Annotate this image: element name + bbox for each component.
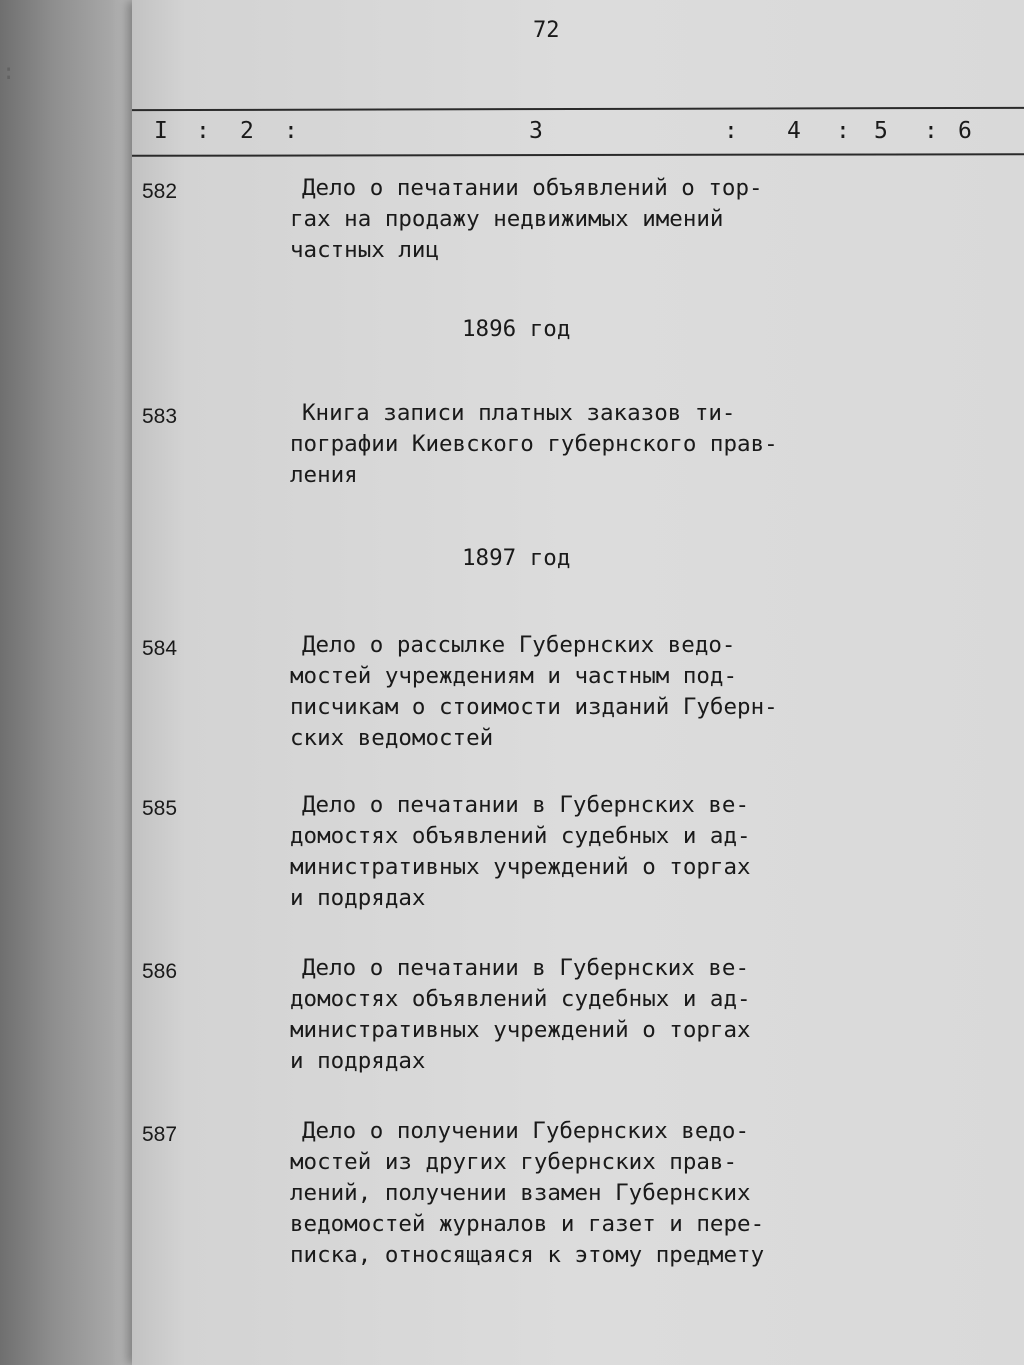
facing-page-edge: : [2, 60, 16, 85]
column-separator: : [724, 118, 738, 144]
record-line: и подрядах [290, 885, 426, 911]
record-line: министративных учреждений о торгах [290, 854, 751, 880]
column-header-4: 4 [787, 118, 801, 144]
record-line: ведомостей журналов и газет и пере- [290, 1211, 765, 1237]
record-description [290, 398, 778, 491]
record-description [290, 1116, 770, 1271]
record-number: 583 [142, 405, 178, 428]
record-line: гах на продажу недвижимых имений [290, 206, 724, 232]
record-line: министративных учреждений о торгах [290, 1017, 751, 1043]
record-description [290, 630, 778, 754]
record-line: домостях объявлений судебных и ад- [290, 823, 751, 849]
record-line: Дело о печатании в Губернских ве- [302, 792, 750, 818]
record-line: писчикам о стоимости изданий Губерн- [290, 694, 778, 720]
record-line: Дело о печатании в Губернских ве- [302, 955, 750, 981]
record-line: и подрядах [290, 1048, 426, 1074]
column-header-5: 5 [874, 118, 888, 144]
column-header-2: 2 [240, 118, 254, 144]
record-line: ления [290, 462, 358, 488]
record-number: 587 [142, 1123, 178, 1146]
record-description [290, 953, 770, 1077]
header-top-rule [132, 107, 1024, 111]
record-line: лений, получении взамен Губернских [290, 1180, 751, 1206]
year-heading: 1897 год [462, 545, 571, 571]
record-line: частных лиц [290, 237, 440, 263]
header-bottom-rule [132, 153, 1024, 157]
record-number: 586 [142, 960, 178, 983]
record-line: Книга записи платных заказов ти- [302, 400, 736, 426]
record-description [290, 173, 770, 266]
column-separator: : [924, 118, 938, 144]
record-line: ских ведомостей [290, 725, 494, 751]
column-header-1: I [154, 118, 168, 144]
column-separator: : [284, 118, 298, 144]
record-line: мостей из других губернских прав- [290, 1149, 738, 1175]
record-number: 585 [142, 797, 178, 820]
record-line: мостей учреждениям и частным под- [290, 663, 738, 689]
record-line: пографии Киевского губернского прав- [290, 431, 778, 457]
record-line: Дело о получении Губернских ведо- [302, 1118, 750, 1144]
record-line: Дело о рассылке Губернских ведо- [302, 632, 736, 658]
column-header-6: 6 [958, 118, 972, 144]
record-number: 584 [142, 637, 178, 660]
year-heading: 1896 год [462, 316, 571, 342]
column-header-3: 3 [529, 118, 543, 144]
column-separator: : [196, 118, 210, 144]
facing-page [0, 0, 132, 1365]
record-line: домостях объявлений судебных и ад- [290, 986, 751, 1012]
column-separator: : [836, 118, 850, 144]
record-description [290, 790, 770, 914]
record-line: писка, относящаяся к этому предмету [290, 1242, 765, 1268]
record-number: 582 [142, 180, 178, 203]
record-line: Дело о печатании объявлений о тор- [302, 175, 763, 201]
page-number: 72 [533, 18, 560, 43]
document-page [132, 0, 1024, 1365]
